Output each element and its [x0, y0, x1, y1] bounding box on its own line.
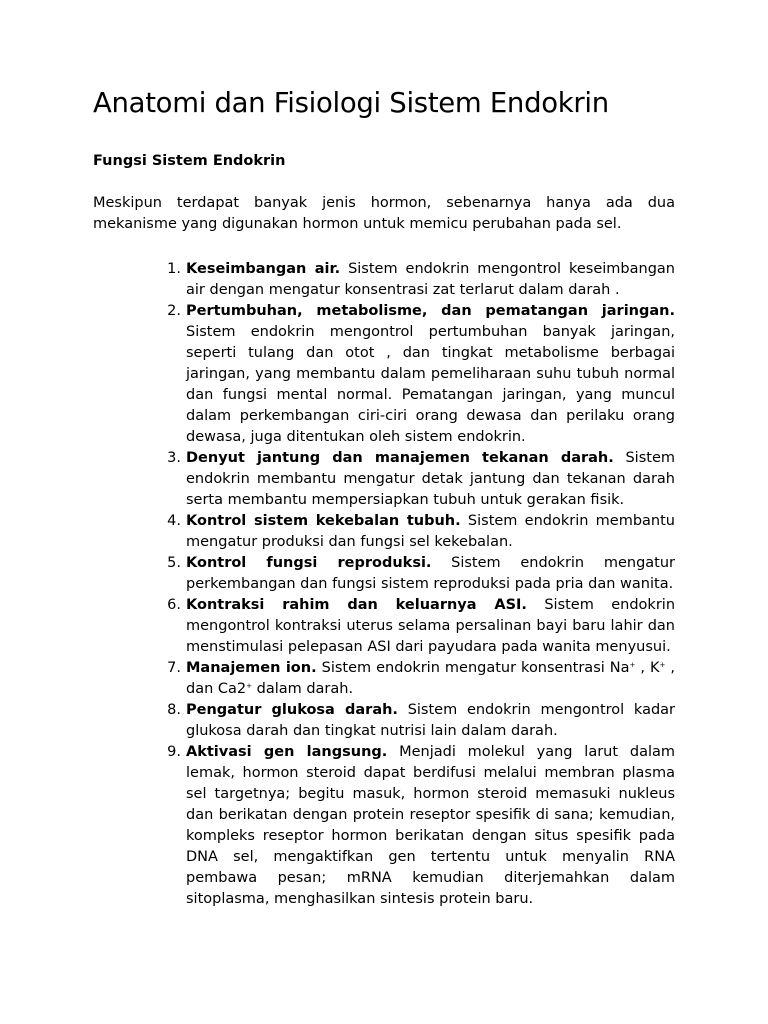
list-item-text: Sistem endokrin membantu mengatur produksi dan fungsi sel kekebalan.: [186, 513, 675, 550]
list-item-reproduction: [93, 553, 675, 595]
list-item-growth-metabolism: [93, 301, 675, 448]
list-item-heart-rate: [93, 448, 675, 511]
list-item-water-balance: [93, 259, 675, 301]
list-item-text: Sistem endokrin mengontrol kontraksi uterus selama persalinan bayi baru lahir dan menstimulasi pelepasan ASI dari payudara pada wanita menyusui.: [186, 597, 676, 655]
list-item-number: 3.: [167, 450, 181, 466]
list-item-number: 6.: [167, 597, 181, 613]
list-item-text: Sistem endokrin membantu mengatur detak jantung dan tekanan darah serta membantu mempersiapkan tubuh untuk gerakan fisik.: [186, 450, 675, 508]
list-item-text: Sistem endokrin mengontrol keseimbangan air dengan mengatur konsentrasi zat terlarut dalam darah .: [186, 261, 675, 298]
list-item-blood-glucose: [93, 700, 675, 742]
intro-paragraph: Meskipun terdapat banyak jenis hormon, sebenarnya hanya ada dua mekanisme yang digunakan hormon untuk memicu perubahan pada sel.: [93, 195, 675, 232]
list-item-term: Kontrol sistem kekebalan tubuh.: [186, 513, 461, 529]
list-item-number: 1.: [167, 261, 181, 277]
function-list: [93, 259, 675, 910]
superscript-plus: +: [246, 682, 252, 690]
list-item-text: , K: [635, 660, 660, 676]
list-item-term: Pengatur glukosa darah.: [186, 702, 398, 718]
list-item-ion-management: [93, 658, 675, 700]
list-item-term: Kontraksi rahim dan keluarnya ASI.: [186, 597, 527, 613]
list-item-number: 7.: [167, 660, 181, 676]
list-item-immune-control: [93, 511, 675, 553]
list-item-number: 2.: [167, 303, 181, 319]
list-item-number: 5.: [167, 555, 181, 571]
list-item-term: Keseimbangan air.: [186, 261, 341, 277]
list-item-term: Pertumbuhan, metabolisme, dan pematangan jaringan.: [186, 303, 675, 319]
list-item-term: Kontrol fungsi reproduksi.: [186, 555, 432, 571]
list-item-text: , dan Ca2: [186, 660, 676, 697]
list-item-text: Sistem endokrin mengontrol kadar glukosa darah dan tingkat nutrisi lain dalam darah.: [186, 702, 675, 739]
list-item-text: dalam darah.: [252, 681, 354, 697]
superscript-plus: +: [629, 661, 636, 669]
list-item-term: Manajemen ion.: [186, 660, 317, 676]
list-item-text: Sistem endokrin mengontrol pertumbuhan banyak jaringan, seperti tulang dan otot , dan tingkat metabolisme berbagai jaringan, yang membantu dalam pemeliharaan suhu tubuh normal dan fungsi mental normal. Pematangan jaringan, yang muncul dalam perkembangan ciri-ciri orang dewasa dan perilaku orang dewasa, juga ditentukan oleh sistem endokrin.: [186, 324, 675, 445]
list-item-term: Denyut jantung dan manajemen tekanan darah.: [186, 450, 614, 466]
list-item-text: Sistem endokrin mengatur perkembangan dan fungsi sistem reproduksi pada pria dan wanita.: [186, 555, 675, 592]
list-item-text: Menjadi molekul yang larut dalam lemak, hormon steroid dapat berdifusi melalui membran plasma sel targetnya; begitu masuk, hormon steroid memasuki nukleus dan berikatan dengan protein reseptor spesifik di sana; kemudian, kompleks reseptor hormon berikatan dengan situs spesifik pada DNA sel, mengaktifkan gen tertentu untuk menyalin RNA pembawa pesan; mRNA kemudian diterjemahkan dalam sitoplasma, menghasilkan sintesis protein baru.: [186, 744, 675, 907]
superscript-plus: +: [659, 661, 666, 669]
list-item-uterine-contraction: [93, 595, 675, 658]
document-title: Anatomi dan Fisiologi Sistem Endokrin: [93, 87, 609, 119]
list-item-number: 9.: [167, 744, 181, 760]
list-item-number: 8.: [167, 702, 181, 718]
list-item-term: Aktivasi gen langsung.: [186, 744, 388, 760]
section-heading: Fungsi Sistem Endokrin: [93, 153, 286, 169]
list-item-gene-activation: [93, 742, 675, 910]
list-item-text: Sistem endokrin mengatur konsentrasi Na: [316, 660, 630, 676]
list-item-number: 4.: [167, 513, 181, 529]
